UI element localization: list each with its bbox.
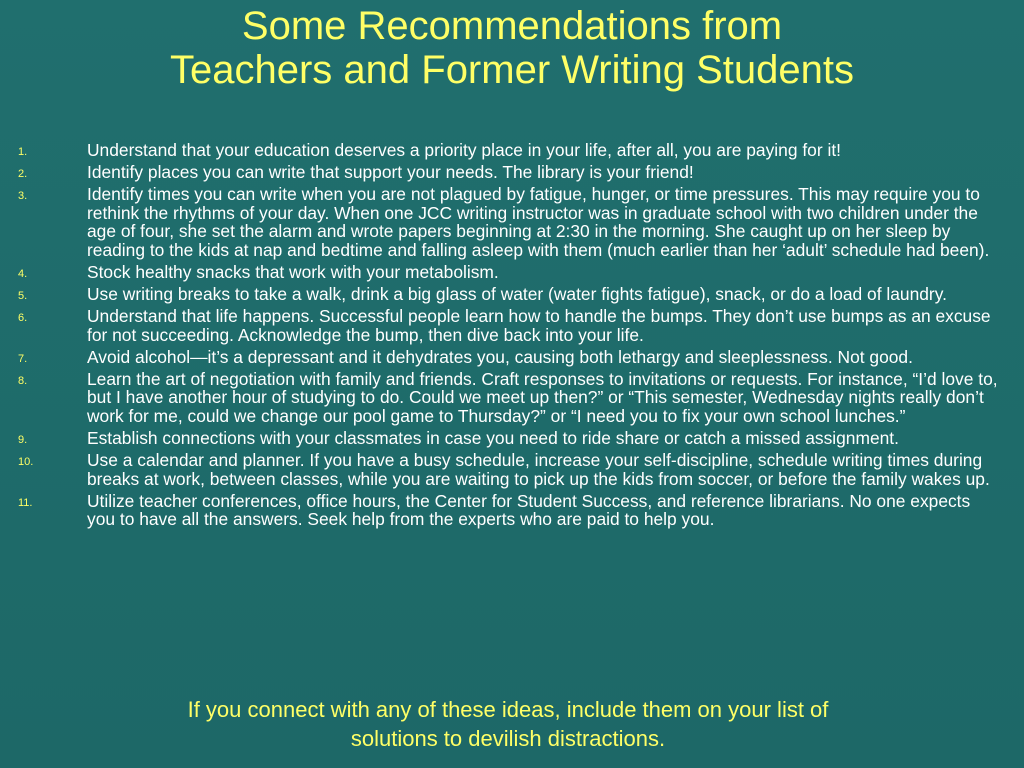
list-item <box>0 348 1024 366</box>
list-item-number: 3. <box>18 190 28 203</box>
list-item-text: Establish connections with your classmates in case you need to ride share or catch a missed assignment. <box>87 428 899 449</box>
list-item-text: Use writing breaks to take a walk, drink a big glass of water (water fights fatigue), snack, or do a load of laundry. <box>87 284 947 305</box>
list-item-text: Use a calendar and planner. If you have a busy schedule, increase your self-discipline, schedule writing times during breaks at work, between classes, while you are waiting to pick up the kids from soccer, or before the family wakes up. <box>87 450 990 489</box>
list-item-number: 5. <box>18 290 28 303</box>
slide-title <box>0 4 1024 92</box>
list-item <box>0 163 1024 181</box>
list-item-number: 1. <box>18 146 28 158</box>
list-item-number: 11. <box>18 496 33 509</box>
list-item <box>0 285 1024 303</box>
list-item-number: 8. <box>18 375 28 388</box>
list-item-number: 4. <box>18 267 28 280</box>
list-item <box>0 307 1024 344</box>
list-item-text: Utilize teacher conferences, office hours, the Center for Student Success, and reference librarians. No one expects you to have all the answers. Seek help from the experts who are paid to help you. <box>87 490 971 530</box>
list-item-text: Stock healthy snacks that work with your metabolism. <box>87 261 499 282</box>
list-item <box>0 185 1024 259</box>
closing-note <box>0 695 1016 753</box>
closing-note-line-1: If you connect with any of these ideas, include them on your list of <box>187 697 829 722</box>
list-item-text: Learn the art of negotiation with family and friends. Craft responses to invitations or requests. For instance, “I’d love to, but I have another hour of studying to do. Could we meet up then?” or “This semester, Wednesday nights really don’t work for me, could we change our pool game to Thursday?” or “I need you to fix your own school lunches.” <box>87 369 998 426</box>
slide-title-line-1: Some Recommendations from <box>241 4 783 48</box>
closing-note-line-2: solutions to devilish distractions. <box>350 726 666 751</box>
list-item-text: Understand that your education deserves a priority place in your life, after all, you are paying for it! <box>87 140 841 160</box>
list-item <box>0 429 1024 447</box>
list-item-number: 6. <box>18 312 28 325</box>
list-item <box>0 451 1024 488</box>
list-item <box>0 263 1024 281</box>
list-item-text: Avoid alcohol—it’s a depressant and it dehydrates you, causing both lethargy and sleeplessness. Not good. <box>87 346 913 367</box>
list-item-number: 2. <box>18 168 28 181</box>
list-item-number: 9. <box>18 434 28 447</box>
list-item <box>0 141 1024 159</box>
list-item-text: Understand that life happens. Successful people learn how to handle the bumps. They don’t use bumps as an excuse for not succeeding. Acknowledge the bump, then dive back into your life. <box>87 306 991 345</box>
recommendation-list <box>0 141 1024 532</box>
list-item-text: Identify times you can write when you are not plagued by fatigue, hunger, or time pressures. This may require you to rethink the rhythms of your day. When one JCC writing instructor was in graduate school with two children under the age of four, she set the alarm and wrote papers beginning at 2:30 in the morning. She caught up on her sleep by reading to the kids at nap and bedtime and falling asleep with them (much earlier than her ‘adult’ schedule had been). <box>87 184 990 260</box>
slide-title-line-2: Teachers and Former Writing Students <box>169 48 854 92</box>
list-item-text: Identify places you can write that support your needs. The library is your friend! <box>87 162 694 183</box>
list-item-number: 10. <box>18 456 34 469</box>
list-item-number: 7. <box>18 352 28 365</box>
list-item <box>0 492 1024 529</box>
list-item <box>0 370 1024 425</box>
